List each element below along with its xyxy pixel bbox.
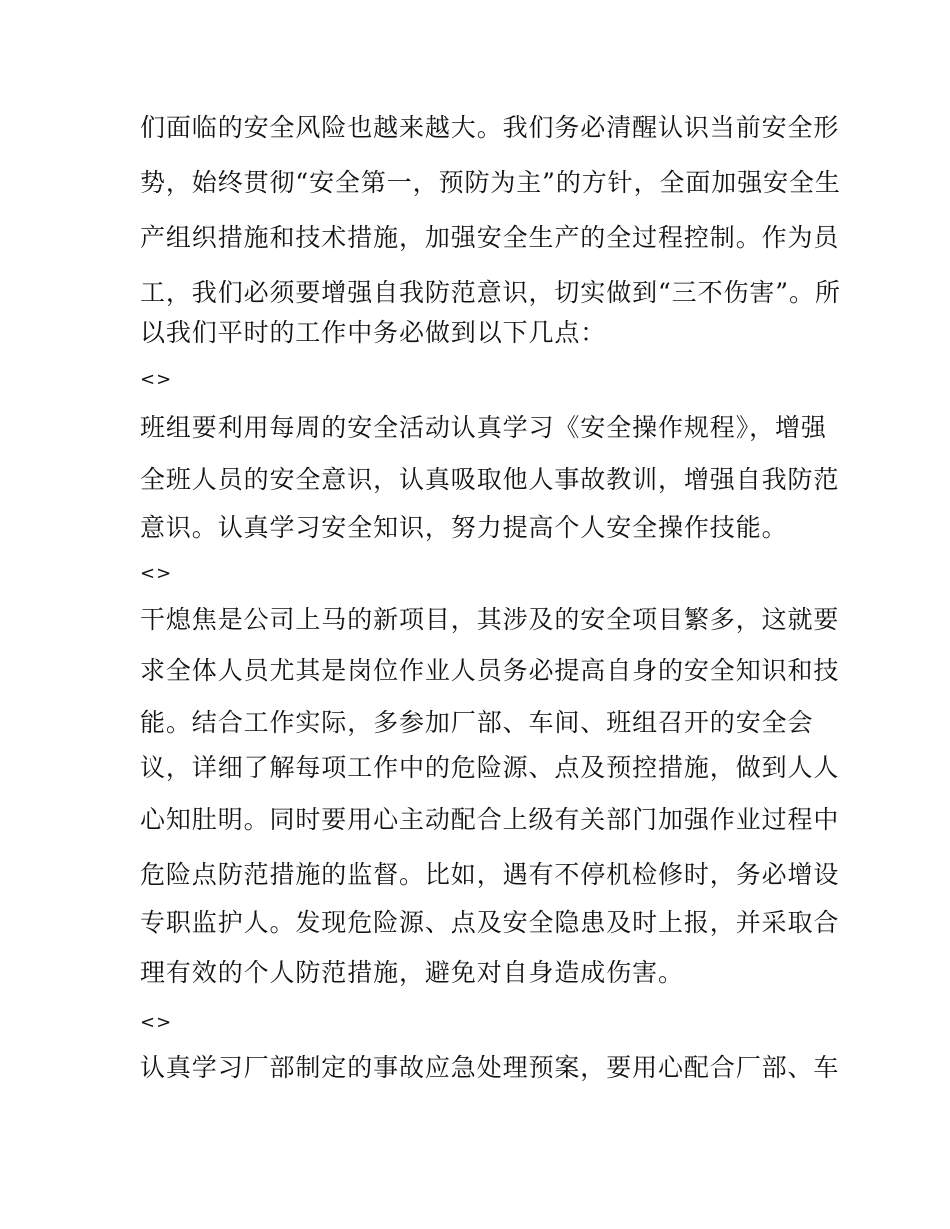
paragraph-line: 全班人员的安全意识，认真吸取他人事故教训，增强自我防范: [140, 465, 840, 494]
paragraph-line: 求全体人员尤其是岗位作业人员务必提高自身的安全知识和技: [140, 656, 840, 685]
paragraph-line: 意识。认真学习安全知识，努力提高个人安全操作技能。: [140, 513, 788, 542]
paragraph-line: 产组织措施和技术措施，加强安全生产的全过程控制。作为员: [140, 223, 840, 252]
section-marker: <>: [140, 1012, 173, 1033]
paragraph-line: 理有效的个人防范措施，避免对自身造成伤害。: [140, 958, 684, 987]
section-marker: <>: [140, 563, 173, 584]
paragraph-line: 干熄焦是公司上马的新项目，其涉及的安全项目繁多，这就要: [140, 605, 840, 634]
paragraph-line: 能。结合工作实际，多参加厂部、车间、班组召开的安全会: [140, 708, 814, 737]
paragraph-line: 以我们平时的工作中务必做到以下几点：: [140, 318, 607, 347]
section-marker: <>: [140, 369, 173, 390]
paragraph-line: 们面临的安全风险也越来越大。我们务必清醒认识当前安全形: [140, 113, 840, 142]
paragraph-line: 心知肚明。同时要用心主动配合上级有关部门加强作业过程中: [140, 805, 840, 834]
paragraph-line: 专职监护人。发现危险源、点及安全隐患及时上报，并采取合: [140, 908, 840, 937]
paragraph-line: 危险点防范措施的监督。比如，遇有不停机检修时，务必增设: [140, 860, 840, 889]
paragraph-line: 班组要利用每周的安全活动认真学习《安全操作规程》，增强: [140, 413, 827, 442]
paragraph-line: 认真学习厂部制定的事故应急处理预案，要用心配合厂部、车: [140, 1053, 840, 1082]
paragraph-line: 议，详细了解每项工作中的危险源、点及预控措施，做到人人: [140, 753, 840, 782]
paragraph-line: 势，始终贯彻“安全第一，预防为主”的方针，全面加强安全生: [140, 168, 841, 197]
paragraph-line: 工，我们必须要增强自我防范意识，切实做到“三不伤害”。所: [140, 278, 841, 307]
